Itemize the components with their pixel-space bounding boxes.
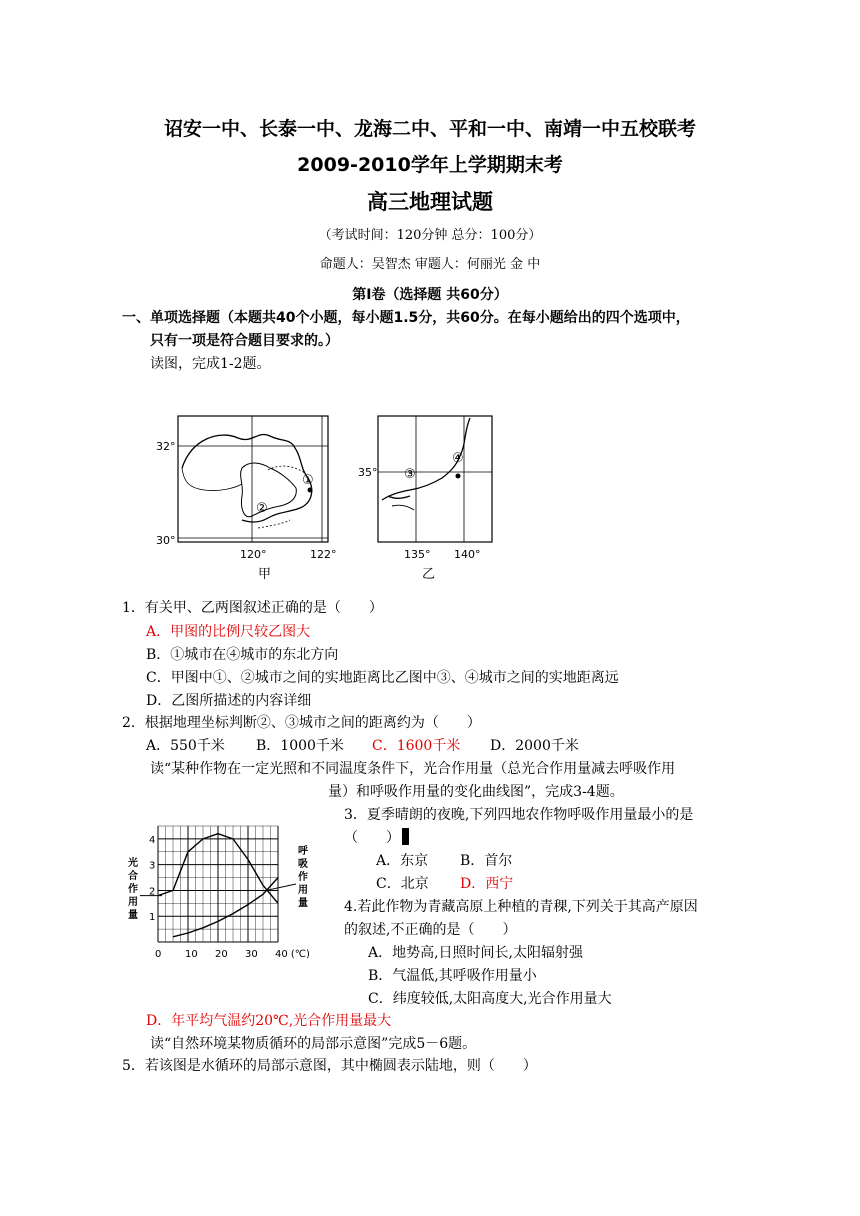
map-jia-lat-bottom-label: 30° [156,534,176,547]
section-instruction-line2: 只有一项是符合题目要求的。） [150,333,339,349]
q5-stem: 5．若该图是水循环的局部示意图，其中椭圆表示陆地，则（ ） [122,1058,537,1074]
x-tick-label: 0 [155,949,162,960]
paper-title: 高三地理试题 [367,190,493,214]
map-yi-lon-right-label: 140° [454,548,481,561]
map-yi-city-4-dot [456,474,461,479]
right-axis-label-char: 吸 [298,859,308,870]
photosynthesis-respiration-chart [124,814,324,964]
map-jia [140,408,350,586]
map-jia-marker-2: ② [256,501,268,516]
left-axis-label-char: 作 [128,884,138,895]
map-jia-lat-top-label: 32° [156,440,176,453]
q4-stem-line2: 的叙述,不正确的是（ ） [344,922,517,938]
q4-option-b: B．气温低,其呼吸作用量小 [368,968,537,984]
q4-option-d: D．年平均气温约20℃,光合作用量最大 [146,1013,392,1029]
text-cursor [402,828,409,845]
part1-heading: 第Ⅰ卷（选择题 共60分） [352,287,508,303]
map-yi-lon-left-label: 135° [404,548,431,561]
left-axis-label-char: 合 [128,871,138,882]
q3-option-c: C．北京 [376,876,429,892]
map-yi-marker-3: ③ [404,467,416,482]
q2-option-d: D．2000千米 [490,738,579,754]
q3-option-a: A．东京 [376,853,429,869]
map-yi-marker-4: ④ [452,451,464,466]
y-tick-label: 4 [149,834,156,846]
q3-option-d: D．西宁 [460,876,514,892]
q2-option-b: B．1000千米 [256,738,344,754]
right-axis-label-char: 量 [298,898,308,909]
school-union-title: 诏安一中、长泰一中、龙海二中、平和一中、南靖一中五校联考 [163,118,696,140]
passage3: 读“自然环境某物质循环的局部示意图”完成5－6题。 [150,1036,477,1052]
q1-option-b: B．①城市在④城市的东北方向 [146,647,339,663]
map-jia-lon-left-label: 120° [240,548,267,561]
y-tick-label: 1 [149,912,156,924]
passage2-line2: 量）和呼吸作用量的变化曲线图”，完成3-4题。 [328,784,624,800]
q2-stem: 2．根据地理坐标判断②、③城市之间的距离约为（ ） [122,715,481,731]
map-jia-region-outline [241,463,297,517]
map-jia-city-1-dot [308,488,313,493]
exam-info: （考试时间：120分钟 总分：100分） [318,228,542,243]
q2-option-c: C．1600千米 [372,738,461,754]
q3-stem-line1: 3．夏季晴朗的夜晚,下列四地农作物呼吸作用量最小的是 [344,807,694,823]
y-tick-label: 2 [149,886,156,898]
map-jia-marker-1: ① [302,473,314,488]
map-jia-coastline [182,434,312,522]
authors-line: 命题人：吴智杰 审题人：何丽光 金 中 [319,257,541,272]
left-axis-label-char: 光 [128,858,138,869]
x-tick-label: 10 [185,949,198,960]
q2-option-a: A．550千米 [146,738,225,754]
q1-option-d: D．乙图所描述的内容详细 [146,693,312,709]
q4-stem-line1: 4.若此作物为青藏高原上种植的青稞,下列关于其高产原因 [344,899,698,915]
x-tick-label: 30 [245,949,258,960]
map-yi-lat-label: 35° [358,466,378,479]
q1-option-c: C．甲图中①、②城市之间的实地距离比乙图中③、④城市之间的实地距离远 [146,670,619,686]
q1-stem: 1．有关甲、乙两图叙述正确的是（ ） [122,600,383,616]
map-yi-shikoku [392,505,414,510]
map-yi [352,408,502,586]
y-tick-label: 3 [149,860,156,872]
map-jia-lon-right-label: 122° [310,548,337,561]
q3-stem-paren: （ ） [344,830,400,846]
right-axis-label-char: 呼 [298,846,308,857]
passage2-line1: 读“某种作物在一定光照和不同温度条件下，光合作用量（总光合作用量减去呼吸作用 [150,761,676,777]
q4-option-c: C．纬度较低,太阳高度大,光合作用量大 [368,991,612,1007]
map-jia-dashed-border [258,466,306,528]
q4-option-a: A．地势高,日照时间长,太阳辐射强 [368,945,584,961]
right-axis-label-char: 作 [298,872,308,883]
x-tick-label: 40 (℃) [275,949,310,960]
x-tick-label: 20 [215,949,228,960]
map-yi-caption: 乙 [422,567,436,582]
left-axis-label-char: 量 [128,910,138,921]
section-instruction-line1: 一、单项选择题（本题共40个小题，每小题1.5分，共60分。在每小题给出的四个选项中， [122,310,690,326]
exam-term-title: 2009-2010学年上学期期末考 [297,154,563,176]
left-axis-label-char: 用 [128,897,138,908]
q1-option-a: A．甲图的比例尺较乙图大 [146,624,311,640]
map-jia-river [182,468,242,491]
intro-1-2: 读图，完成1-2题。 [150,356,271,372]
right-axis-label-char: 用 [298,885,308,896]
map-jia-caption: 甲 [258,567,272,582]
q3-option-b: B．首尔 [460,853,513,869]
q3-stem-line2 [344,827,409,847]
map-yi-frame [378,416,492,542]
